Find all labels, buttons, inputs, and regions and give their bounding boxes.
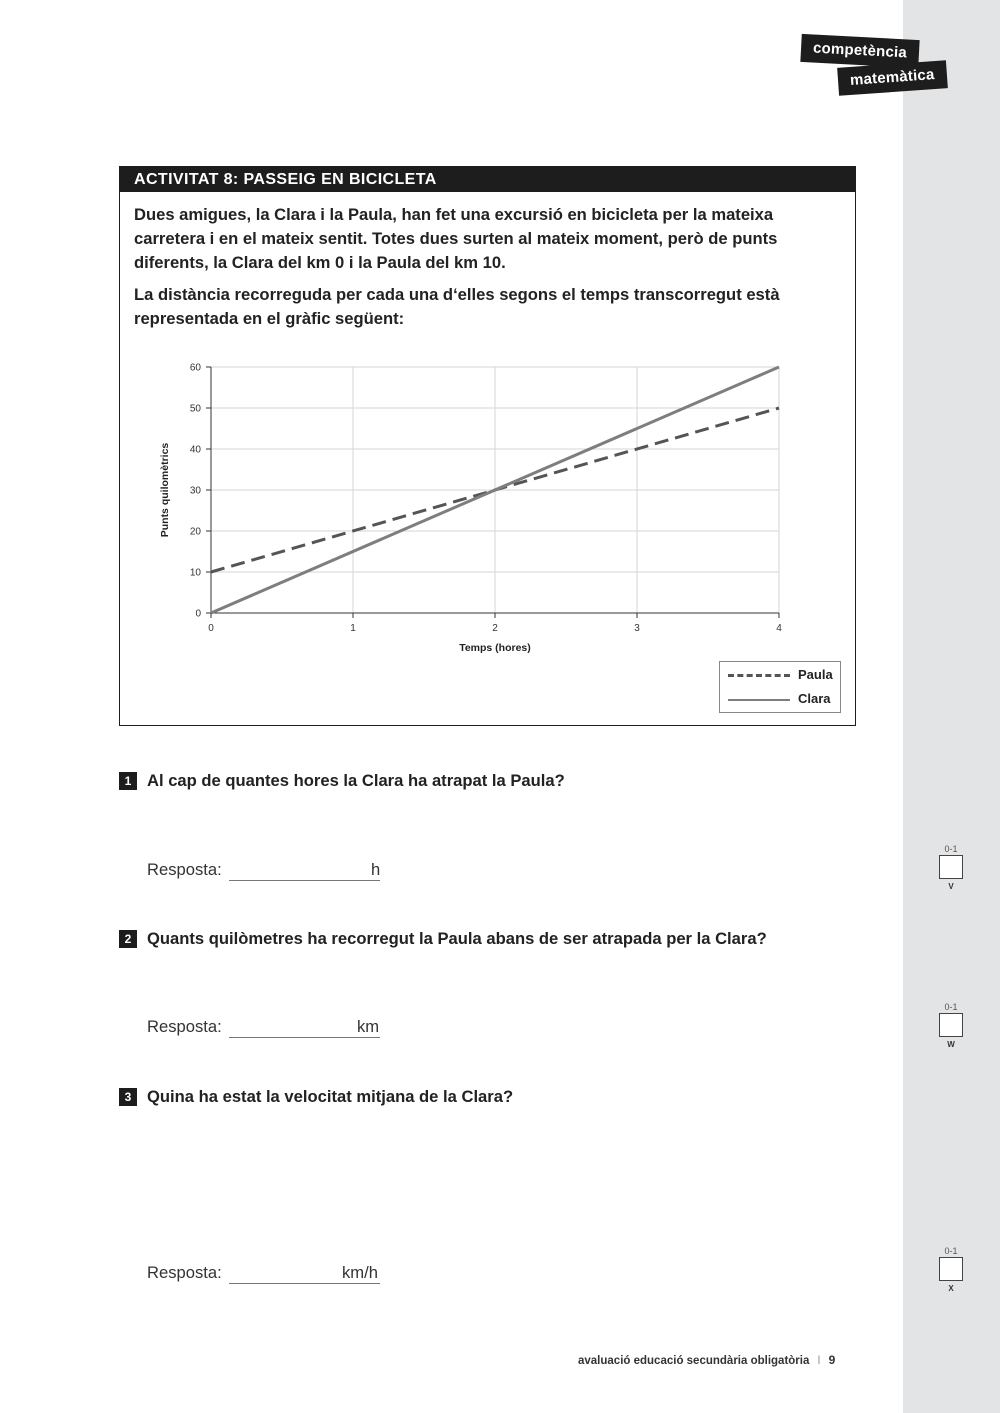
score-code-1: V bbox=[948, 882, 954, 891]
activity-box bbox=[119, 166, 856, 726]
answer-label-1: Resposta: bbox=[147, 860, 222, 879]
y-tick-label-40: 40 bbox=[189, 444, 201, 456]
question-text-1: Al cap de quantes hores la Clara ha atrapat la Paula? bbox=[147, 771, 565, 790]
x-tick-label-4: 4 bbox=[776, 623, 782, 634]
y-tick-label-0: 0 bbox=[195, 608, 201, 620]
legend-dashed-line-swatch bbox=[728, 674, 790, 677]
question-number-3: 3 bbox=[119, 1088, 137, 1106]
y-tick-label-50: 50 bbox=[189, 403, 201, 415]
score-code-3: X bbox=[948, 1284, 954, 1293]
distance-time-chart bbox=[120, 167, 855, 725]
x-tick-label-2: 2 bbox=[492, 623, 498, 634]
x-tick-label-0: 0 bbox=[208, 623, 214, 634]
y-tick-label-60: 60 bbox=[189, 362, 201, 374]
question-text-2: Quants quilòmetres ha recorregut la Paula abans de ser atrapada per la Clara? bbox=[147, 929, 767, 948]
answer-label-2: Resposta: bbox=[147, 1017, 222, 1036]
grading-margin bbox=[903, 0, 1000, 1413]
score-code-2: W bbox=[947, 1040, 955, 1049]
answer-unit-3: km/h bbox=[342, 1263, 378, 1282]
answer-label-3: Resposta: bbox=[147, 1263, 222, 1282]
answer-field-3[interactable] bbox=[229, 1283, 380, 1284]
question-text-3: Quina ha estat la velocitat mitjana de la Clara? bbox=[147, 1087, 514, 1106]
legend-label-clara: Clara bbox=[798, 691, 831, 706]
question-3 bbox=[119, 1087, 513, 1107]
score-checkbox-2[interactable] bbox=[939, 1013, 963, 1037]
score-range-1: 0-1 bbox=[944, 844, 958, 854]
score-checkbox-1[interactable] bbox=[939, 855, 963, 879]
legend-label-paula: Paula bbox=[798, 667, 833, 682]
question-2 bbox=[119, 929, 767, 949]
y-tick-label-20: 20 bbox=[189, 526, 201, 538]
answer-unit-2: km bbox=[357, 1017, 380, 1036]
activity-title: ACTIVITAT 8: PASSEIG EN BICICLETA bbox=[120, 167, 855, 192]
question-number-2: 2 bbox=[119, 930, 137, 948]
x-axis-title: Temps (hores) bbox=[459, 642, 531, 654]
y-tick-label-30: 30 bbox=[189, 485, 201, 497]
footer-text: avaluació educació secundària obligatòria bbox=[578, 1355, 810, 1367]
legend-solid-line-swatch bbox=[728, 699, 790, 701]
y-axis-title: Punts quilomètrics bbox=[159, 442, 171, 538]
score-checkbox-3[interactable] bbox=[939, 1257, 963, 1281]
score-range-2: 0-1 bbox=[944, 1002, 958, 1012]
answer-field-1[interactable] bbox=[229, 880, 380, 881]
y-tick-label-10: 10 bbox=[189, 567, 201, 579]
activity-chart-intro: La distància recorreguda per cada una d‘elles segons el temps transcorregut està representada en el gràfic següent: bbox=[134, 285, 780, 328]
matematica-tag: matemàtica bbox=[837, 60, 947, 96]
x-tick-label-3: 3 bbox=[634, 623, 640, 634]
question-number-1: 1 bbox=[119, 772, 137, 790]
activity-intro: Dues amigues, la Clara i la Paula, han fet una excursió en bicicleta per la mateixa carretera i en el mateix sentit. Totes dues surten al mateix moment, però de punts diferents, la Clara del km 0 i la Paula del km 10. bbox=[134, 205, 778, 272]
answer-field-2[interactable] bbox=[229, 1037, 380, 1038]
legend-item-paula bbox=[726, 666, 838, 686]
score-range-3: 0-1 bbox=[944, 1246, 958, 1256]
competencia-tag: competència bbox=[800, 34, 919, 68]
chart-legend bbox=[719, 661, 841, 713]
legend-item-clara bbox=[726, 690, 838, 710]
question-1 bbox=[119, 771, 565, 791]
page-footer bbox=[578, 1353, 835, 1367]
page-number: 9 bbox=[828, 1353, 836, 1367]
answer-unit-1: h bbox=[371, 860, 381, 879]
footer-separator: I bbox=[817, 1355, 821, 1367]
x-tick-label-1: 1 bbox=[350, 623, 356, 634]
